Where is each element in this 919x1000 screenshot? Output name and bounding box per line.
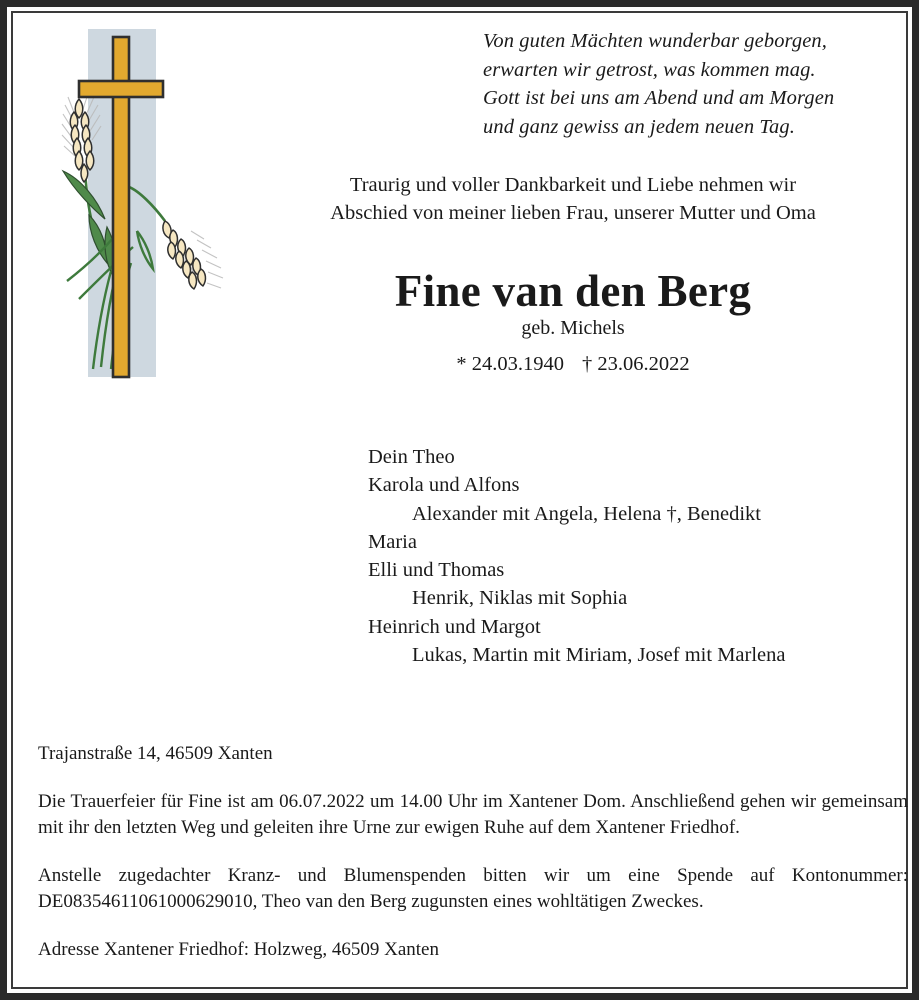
mourner-line: Maria [368, 530, 417, 553]
cross-with-wheat-icon [41, 19, 241, 389]
life-dates [268, 353, 878, 376]
ceremony-details: Die Trauerfeier für Fine ist am 06.07.2022 um 14.00 Uhr im Xantener Dom. Anschließend gehen wir gemeinsam mit ihr den letzten Weg und geleiten ihre Urne zur ewigen Ruhe auf dem Xantener Friedhof. [38, 790, 908, 838]
verse-line-1: Von guten Mächten wunderbar geborgen, [483, 30, 827, 52]
card-inner-border [11, 11, 908, 989]
verse-line-4: und ganz gewiss an jedem neuen Tag. [483, 115, 795, 138]
death-date: † 23.06.2022 [582, 353, 690, 375]
maiden-name: geb. Michels [521, 317, 625, 339]
deceased-name: Fine van den Berg [394, 266, 752, 316]
mourner-line: Alexander mit Angela, Helena †, Benedikt [412, 502, 761, 525]
intro-text [268, 171, 878, 227]
intro-line-1: Traurig und voller Dankbarkeit und Liebe nehmen wir [349, 174, 797, 196]
card-frame-gap [7, 7, 912, 993]
birth-date: * 24.03.1940 [456, 353, 564, 375]
mourner-line: Karola und Alfons [368, 474, 520, 497]
intro-line-2: Abschied von meiner lieben Frau, unserer Mutter und Oma [330, 202, 816, 224]
verse-block [483, 27, 883, 141]
family-address: Trajanstraße 14, 46509 Xanten [38, 743, 273, 764]
mourner-line: Elli und Thomas [368, 559, 505, 582]
notice-header-area [13, 13, 906, 413]
cemetery-address: Adresse Xantener Friedhof: Holzweg, 46509 Xanten [38, 938, 439, 960]
footer-text [38, 741, 908, 963]
mourners-list [368, 443, 888, 669]
mourner-line: Lukas, Martin mit Miriam, Josef mit Marlena [412, 644, 786, 667]
mourner-line: Dein Theo [368, 446, 455, 468]
verse-line-2: erwarten wir getrost, was kommen mag. [483, 58, 816, 81]
verse-line-3: Gott ist bei uns am Abend und am Morgen [483, 87, 835, 110]
mourner-line: Henrik, Niklas mit Sophia [412, 587, 628, 610]
mourner-line: Heinrich und Margot [368, 615, 541, 638]
donation-details: Anstelle zugedachter Kranz- und Blumenspenden bitten wir um eine Spende auf Kontonummer: DE08354611061000629010, Theo van den Berg zugunsten eines wohltätigen Zweckes. [38, 864, 908, 912]
